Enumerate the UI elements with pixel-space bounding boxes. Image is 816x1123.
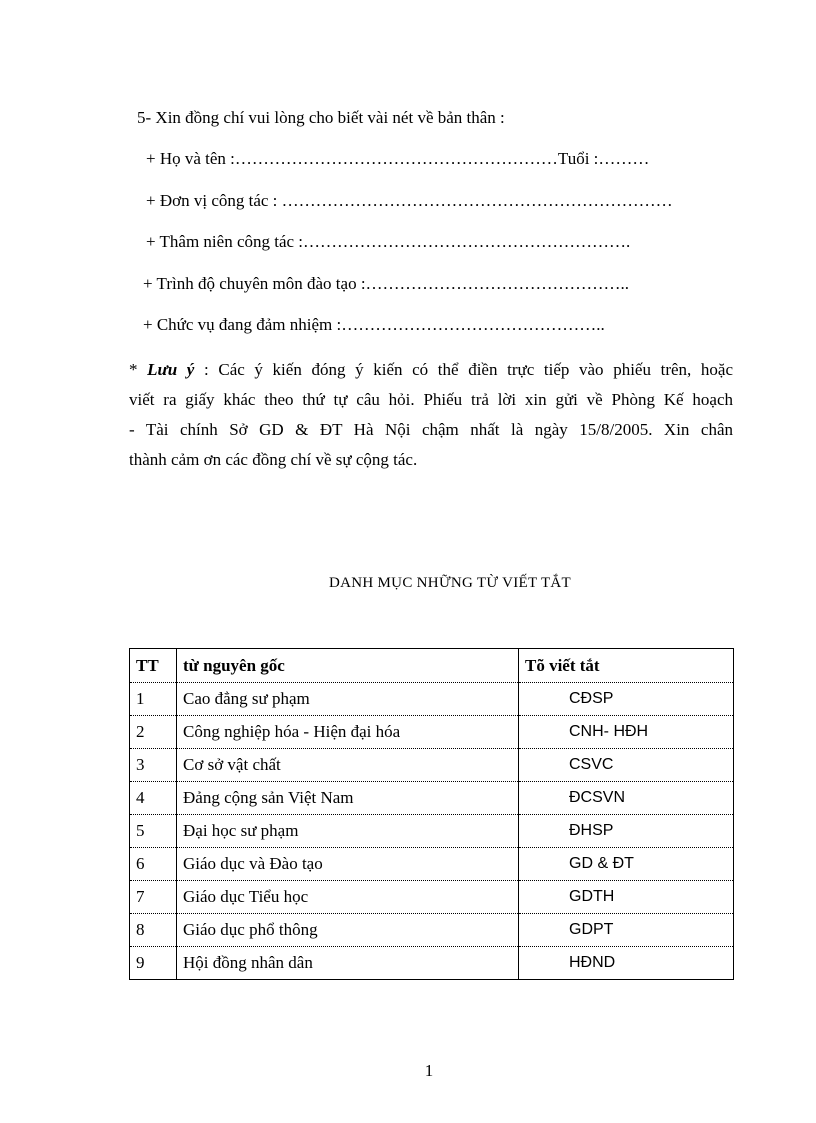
table-row bbox=[130, 749, 734, 782]
cell-abbreviation: ĐHSP bbox=[519, 815, 734, 848]
cell-tt: 6 bbox=[130, 848, 177, 881]
cell-tt: 3 bbox=[130, 749, 177, 782]
note-marker: * bbox=[129, 360, 148, 379]
field-don-vi-cong-tac: + Đơn vị công tác : …………………………………………………………… bbox=[146, 191, 673, 210]
cell-original: Đảng cộng sản Việt Nam bbox=[177, 782, 519, 815]
table-row bbox=[130, 947, 734, 980]
page-number: 1 bbox=[424, 1061, 434, 1080]
cell-tt: 1 bbox=[130, 683, 177, 716]
field-trinh-do-chuyen-mon: + Trình độ chuyên môn đào tạo :……………………………………….. bbox=[143, 274, 630, 293]
note-paragraph bbox=[129, 355, 733, 475]
table-row bbox=[130, 848, 734, 881]
cell-abbreviation: CNH- HĐH bbox=[519, 716, 734, 749]
field-chuc-vu: + Chức vụ đang đảm nhiệm :……………………………………….. bbox=[143, 315, 605, 334]
column-header-original: từ nguyên gốc bbox=[177, 649, 519, 683]
table-row bbox=[130, 782, 734, 815]
cell-tt: 7 bbox=[130, 881, 177, 914]
cell-abbreviation: ĐCSVN bbox=[519, 782, 734, 815]
column-header-abbreviation: Tõ viết tắt bbox=[519, 649, 734, 683]
cell-abbreviation: HĐND bbox=[519, 947, 734, 980]
cell-original: Đại học sư phạm bbox=[177, 815, 519, 848]
cell-abbreviation: CĐSP bbox=[519, 683, 734, 716]
cell-original: Cơ sở vật chất bbox=[177, 749, 519, 782]
cell-tt: 4 bbox=[130, 782, 177, 815]
cell-original: Hội đồng nhân dân bbox=[177, 947, 519, 980]
cell-tt: 5 bbox=[130, 815, 177, 848]
cell-tt: 8 bbox=[130, 914, 177, 947]
abbreviation-table bbox=[129, 648, 734, 980]
cell-abbreviation: GDTH bbox=[519, 881, 734, 914]
abbreviation-list-title: DANH MỤC NHỮNG TỪ VIẾT TẮT bbox=[328, 575, 572, 591]
column-header-tt: TT bbox=[130, 649, 177, 683]
cell-original: Giáo dục và Đào tạo bbox=[177, 848, 519, 881]
note-label: Lưu ý bbox=[147, 360, 195, 379]
cell-abbreviation: GDPT bbox=[519, 914, 734, 947]
table-row bbox=[130, 815, 734, 848]
cell-original: Giáo dục phổ thông bbox=[177, 914, 519, 947]
note-line: thành cảm ơn các đồng chí về sự cộng tác. bbox=[129, 450, 418, 469]
cell-original: Giáo dục Tiểu học bbox=[177, 881, 519, 914]
table-row bbox=[130, 683, 734, 716]
table-row bbox=[130, 716, 734, 749]
cell-abbreviation: GD & ĐT bbox=[519, 848, 734, 881]
note-line bbox=[129, 355, 733, 385]
cell-original: Cao đẳng sư phạm bbox=[177, 683, 519, 716]
cell-tt: 2 bbox=[130, 716, 177, 749]
note-line: viết ra giấy khác theo thứ tự câu hỏi. Phiếu trả lời xin gửi về Phòng Kế hoạch bbox=[129, 390, 733, 409]
table-row bbox=[130, 881, 734, 914]
table-header-row bbox=[130, 649, 734, 683]
note-line-text: : Các ý kiến đóng ý kiến có thể điền trực tiếp vào phiếu trên, hoặc bbox=[194, 360, 734, 379]
field-tham-nien-cong-tac: + Thâm niên công tác :…………………………………………………. bbox=[146, 232, 631, 251]
note-line: - Tài chính Sở GD & ĐT Hà Nội chậm nhất là ngày 15/8/2005. Xin chân bbox=[129, 420, 733, 439]
cell-tt: 9 bbox=[130, 947, 177, 980]
cell-original: Công nghiệp hóa - Hiện đại hóa bbox=[177, 716, 519, 749]
cell-abbreviation: CSVC bbox=[519, 749, 734, 782]
field-ho-va-ten: + Họ và tên :…………………………………………………Tuổi :……… bbox=[146, 149, 650, 168]
table-row bbox=[130, 914, 734, 947]
section-heading: 5- Xin đồng chí vui lòng cho biết vài nét về bản thân : bbox=[137, 108, 505, 127]
